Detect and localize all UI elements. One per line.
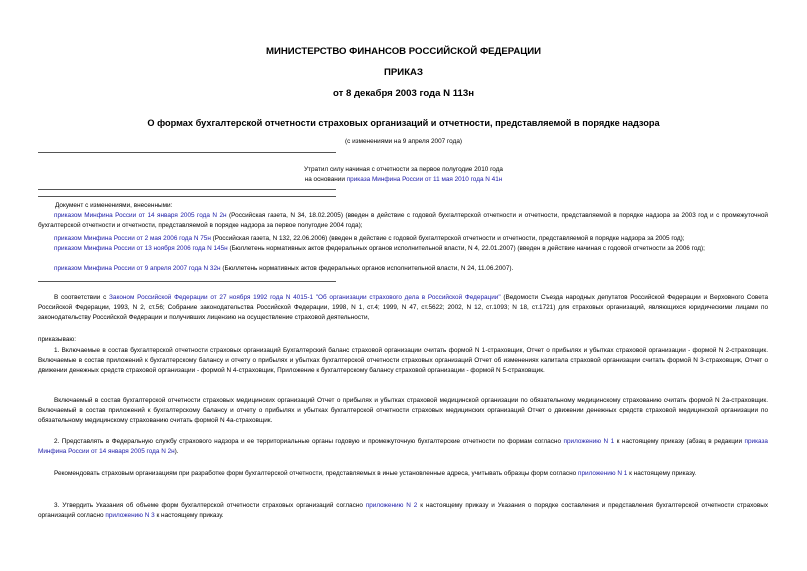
amendment-text-4: (Бюллетень нормативных актов федеральных органов исполнительной власти, N 24, 11.06.2007). [220,265,514,272]
appendix-1-link[interactable]: приложению N 1 [563,438,615,445]
p2-start: 2. Представлять в Федеральную службу страхового надзора и ее территориальные органы годовую и промежуточную бухгалтерские отчетности по формам согласно [54,438,564,445]
validity-prefix: на основании [304,176,347,183]
divider-2 [38,189,336,190]
changes-note: (с изменениями на 9 апреля 2007 года) [345,138,462,145]
divider-1 [38,152,336,153]
validity-link[interactable]: приказа Минфина России от 11 мая 2010 года N 41н [346,176,503,183]
paragraph-2 [38,437,768,457]
validity-line-2 [0,175,807,185]
paragraph-3 [38,501,768,521]
preamble-start: В соответствии с [54,294,110,301]
amendment-text-1: (Российская газета, N 34, 18.02.2005) (введен в действие с годовой бухгалтерской отчетности и отчетности, представляемой в порядке надзора за 2003 год и с промежуточной бухгалтерской отчетности и отчетности, представляемой в порядке надзора за первое полугодие 2004 года); [38,212,768,230]
doc-date-number: от 8 декабря 2003 года N 113н [332,88,475,99]
p3-start: 3. Утвердить Указания об объеме форм бухгалтерской отчетности страховых организаций согласно [54,502,366,509]
ministry-heading: МИНИСТЕРСТВО ФИНАНСОВ РОССИЙСКОЙ ФЕДЕРАЦИИ [265,46,542,57]
divider-4 [38,281,336,282]
amendment-item-3 [38,244,768,254]
appendix-1-link-2[interactable]: приложению N 1 [578,470,628,477]
doc-title: О формах бухгалтерской отчетности страховых организаций и отчетности, представляемой в порядке надзора [147,118,660,128]
appendix-2-link[interactable]: приложению N 2 [365,502,418,509]
p3-mid: к настоящему приказу и Указания о порядке составления и представления бухгалтерской отчетности страховых организаций согласно [38,502,769,520]
preamble-rest: (Ведомости Съезда народных депутатов Российской Федерации и Верховного Совета Российской Федерации, 1993, N 2, ст.56; Собрание законодательства Российской Федерации, 1998, N 1, ст.4; 1999, N 47, ст.5622; 2002, N 12, ст.1093; N 18, ст.1721) для страховых организаций, являющихся юридическими лицами по законодательству Российской Федерации и получивших лицензию на осуществление страховой деятельности, [38,294,768,322]
recommend-start: Рекомендовать страховым организациям при разработке форм бухгалтерской отчетности, представляемых в иные установленные адреса, учитывать образцы форм согласно [54,470,578,477]
amendment-link-1[interactable]: приказом Минфина России от 14 января 2005 года N 2н [54,212,227,219]
amendment-text-3: (Бюллетень нормативных актов федеральных органов исполнительной власти, N 4, 22.01.2007) (введен в действие начиная с годовой отчетности за 2006 год); [227,245,705,252]
amendments-intro: Документ с изменениями, внесенными: [55,202,173,209]
recommend-end: к настоящему приказу. [627,470,697,477]
order-2n-link[interactable]: приказа Минфина России от 14 января 2005 года N 2н [38,438,768,456]
amendment-link-3[interactable]: приказом Минфина России от 13 ноября 2006 года N 145н [54,245,228,252]
amendment-link-2[interactable]: приказом Минфина России от 2 мая 2006 года N 75н [54,235,211,242]
p2-mid: к настоящему приказу (абзац в редакции [614,438,745,445]
doc-type-heading: ПРИКАЗ [384,67,423,78]
amendment-item-1 [38,211,768,231]
amendment-link-4[interactable]: приказом Минфина России от 9 апреля 2007 года N 32н [54,265,221,272]
appendix-3-link[interactable]: приложению N 3 [105,512,155,520]
paragraph-1-continued: Включаемый в состав бухгалтерской отчетности страховых медицинских организаций Отчет о прибылях и убытках страховой медицинской организации по обязательному медицинскому страхованию считать формой N 2а-страховщик. Включаемый в состав приложений к бухгалтерскому балансу и отчету о прибылях и убытках бухгалтерской отчетности страховых медицинских организаций Отчет о движении денежных средств страховой медицинской организации по обязательному медицинскому страхованию считать формой N 4а-страховщик. [38,397,768,425]
paragraph-1: 1. Включаемые в состав бухгалтерской отчетности страховых организаций Бухгалтерский баланс страховой организации считать формой N 1-страховщик, Отчет о прибылях и убытках страховой организации - формой N 2-страховщик. Включаемые в состав приложений к бухгалтерскому балансу и отчету о прибылях и убытках бухгалтерской отчетности страховых организаций Отчет об изменениях капитала страховой организации считать формой N 3-страховщик, Отчет о движении денежных средств страховой организации - формой N 4-страховщик, Приложение к бухгалтерскому балансу страховой организации - формой N 5-страховщик. [38,347,768,375]
amendment-text-2: (Российская газета, N 132, 22.06.2006) (введен в действие с годовой бухгалтерской отчетности и отчетности, представляемой в порядке надзора за 2005 год); [210,235,685,242]
divider-3 [38,196,336,197]
order-word: приказываю: [38,336,76,343]
validity-line-1: Утратил силу начиная с отчетности за первое полугодие 2010 года [304,166,503,173]
preamble-paragraph [38,293,768,323]
amendment-item-2 [38,234,768,244]
amendment-item-4 [38,264,768,274]
p3-end: к настоящему приказу. [154,512,224,520]
p2-end: ). [174,448,179,456]
paragraph-recommend [38,469,768,479]
law-link[interactable]: Законом Российской Федерации от 27 ноября 1992 года N 4015-1 "Об организации страхового дела в Российской Федерации" [109,294,501,301]
